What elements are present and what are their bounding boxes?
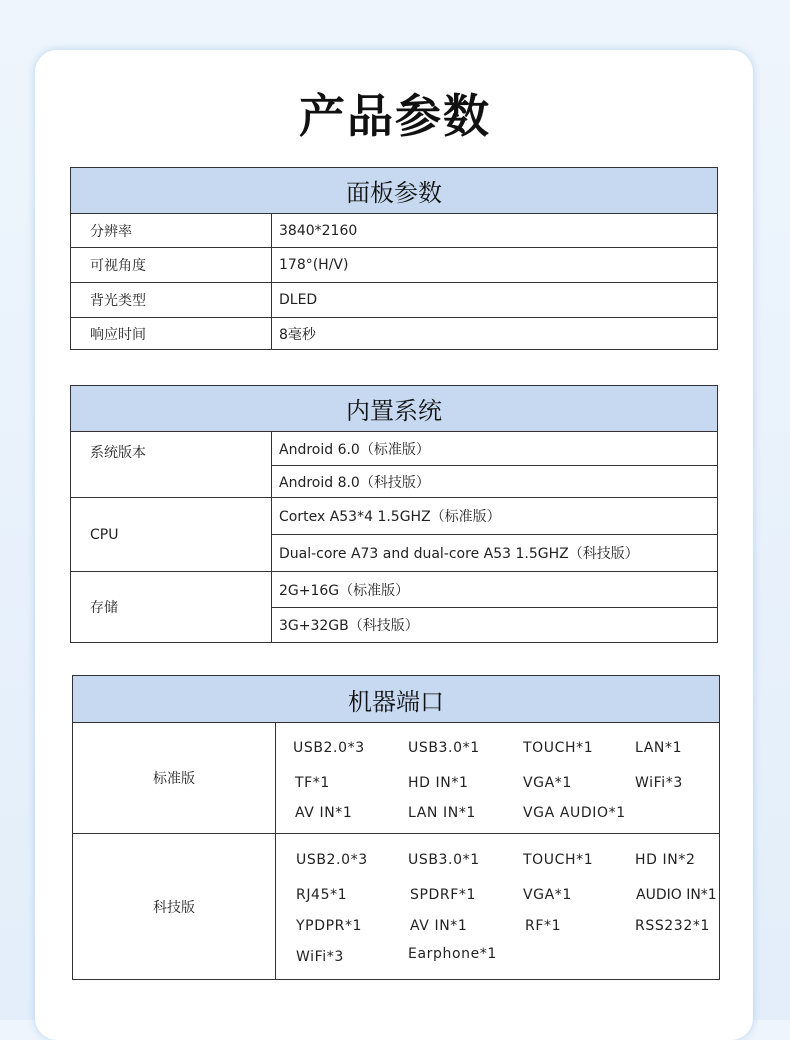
tech-ports-list bbox=[276, 834, 719, 979]
response-time-label: 响应时间 bbox=[71, 318, 272, 350]
port-item: HD IN*1 bbox=[408, 775, 469, 791]
port-item: USB3.0*1 bbox=[408, 740, 480, 756]
port-item: TF*1 bbox=[295, 775, 330, 791]
cpu-label: CPU bbox=[71, 498, 272, 572]
table-row bbox=[71, 214, 718, 248]
panel-params-table bbox=[70, 167, 718, 350]
port-item: YPDPR*1 bbox=[296, 918, 363, 934]
system-table bbox=[70, 385, 718, 643]
os-version-label: 系统版本 bbox=[71, 432, 272, 498]
port-item: RJ45*1 bbox=[296, 887, 348, 903]
storage-label: 存储 bbox=[71, 572, 272, 643]
tech-ports-label: 科技版 bbox=[73, 834, 276, 980]
os-tech-value: Android 8.0（科技版） bbox=[272, 466, 718, 498]
viewing-angle-value: 178°(H/V) bbox=[272, 248, 718, 283]
port-item: VGA AUDIO*1 bbox=[523, 805, 626, 821]
port-item: LAN*1 bbox=[635, 740, 683, 756]
table-row bbox=[73, 723, 720, 834]
os-std-value: Android 6.0（标准版） bbox=[272, 432, 718, 466]
port-item: AV IN*1 bbox=[410, 918, 468, 934]
port-item: WiFi*3 bbox=[635, 775, 683, 791]
port-item: AV IN*1 bbox=[295, 805, 353, 821]
port-item: VGA*1 bbox=[523, 887, 572, 903]
table-row bbox=[71, 283, 718, 318]
system-heading: 内置系统 bbox=[71, 386, 718, 432]
panel-heading: 面板参数 bbox=[71, 168, 718, 214]
port-item: LAN IN*1 bbox=[408, 805, 476, 821]
port-item: USB2.0*3 bbox=[296, 852, 368, 868]
port-item: RF*1 bbox=[525, 918, 562, 934]
port-item: SPDRF*1 bbox=[410, 887, 476, 903]
resolution-label: 分辨率 bbox=[71, 214, 272, 248]
std-ports-label: 标准版 bbox=[73, 723, 276, 834]
port-item: USB3.0*1 bbox=[408, 852, 480, 868]
port-item: TOUCH*1 bbox=[523, 740, 594, 756]
port-item: AUDIO IN*1 bbox=[636, 887, 717, 903]
port-item: RSS232*1 bbox=[635, 918, 710, 934]
page-title: 产品参数 bbox=[299, 89, 491, 143]
backlight-label: 背光类型 bbox=[71, 283, 272, 318]
storage-tech-value: 3G+32GB（科技版） bbox=[272, 608, 718, 643]
table-row bbox=[71, 248, 718, 283]
port-item: VGA*1 bbox=[523, 775, 572, 791]
table-row bbox=[71, 498, 718, 535]
table-row bbox=[71, 432, 718, 466]
backlight-value: DLED bbox=[272, 283, 718, 318]
storage-std-value: 2G+16G（标准版） bbox=[272, 572, 718, 608]
ports-heading: 机器端口 bbox=[73, 676, 720, 723]
table-row bbox=[71, 572, 718, 608]
port-item: TOUCH*1 bbox=[523, 852, 594, 868]
response-time-value: 8毫秒 bbox=[272, 318, 718, 350]
port-item: Earphone*1 bbox=[408, 946, 497, 962]
viewing-angle-label: 可视角度 bbox=[71, 248, 272, 283]
resolution-value: 3840*2160 bbox=[272, 214, 718, 248]
ports-table bbox=[72, 675, 720, 980]
std-ports-list bbox=[276, 723, 719, 833]
port-item: HD IN*2 bbox=[635, 852, 696, 868]
cpu-tech-value: Dual-core A73 and dual-core A53 1.5GHZ（科技版） bbox=[272, 535, 718, 572]
cpu-std-value: Cortex A53*4 1.5GHZ（标准版） bbox=[272, 498, 718, 535]
port-item: USB2.0*3 bbox=[293, 740, 365, 756]
table-row bbox=[71, 318, 718, 350]
table-row bbox=[73, 834, 720, 980]
port-item: WiFi*3 bbox=[296, 949, 344, 965]
